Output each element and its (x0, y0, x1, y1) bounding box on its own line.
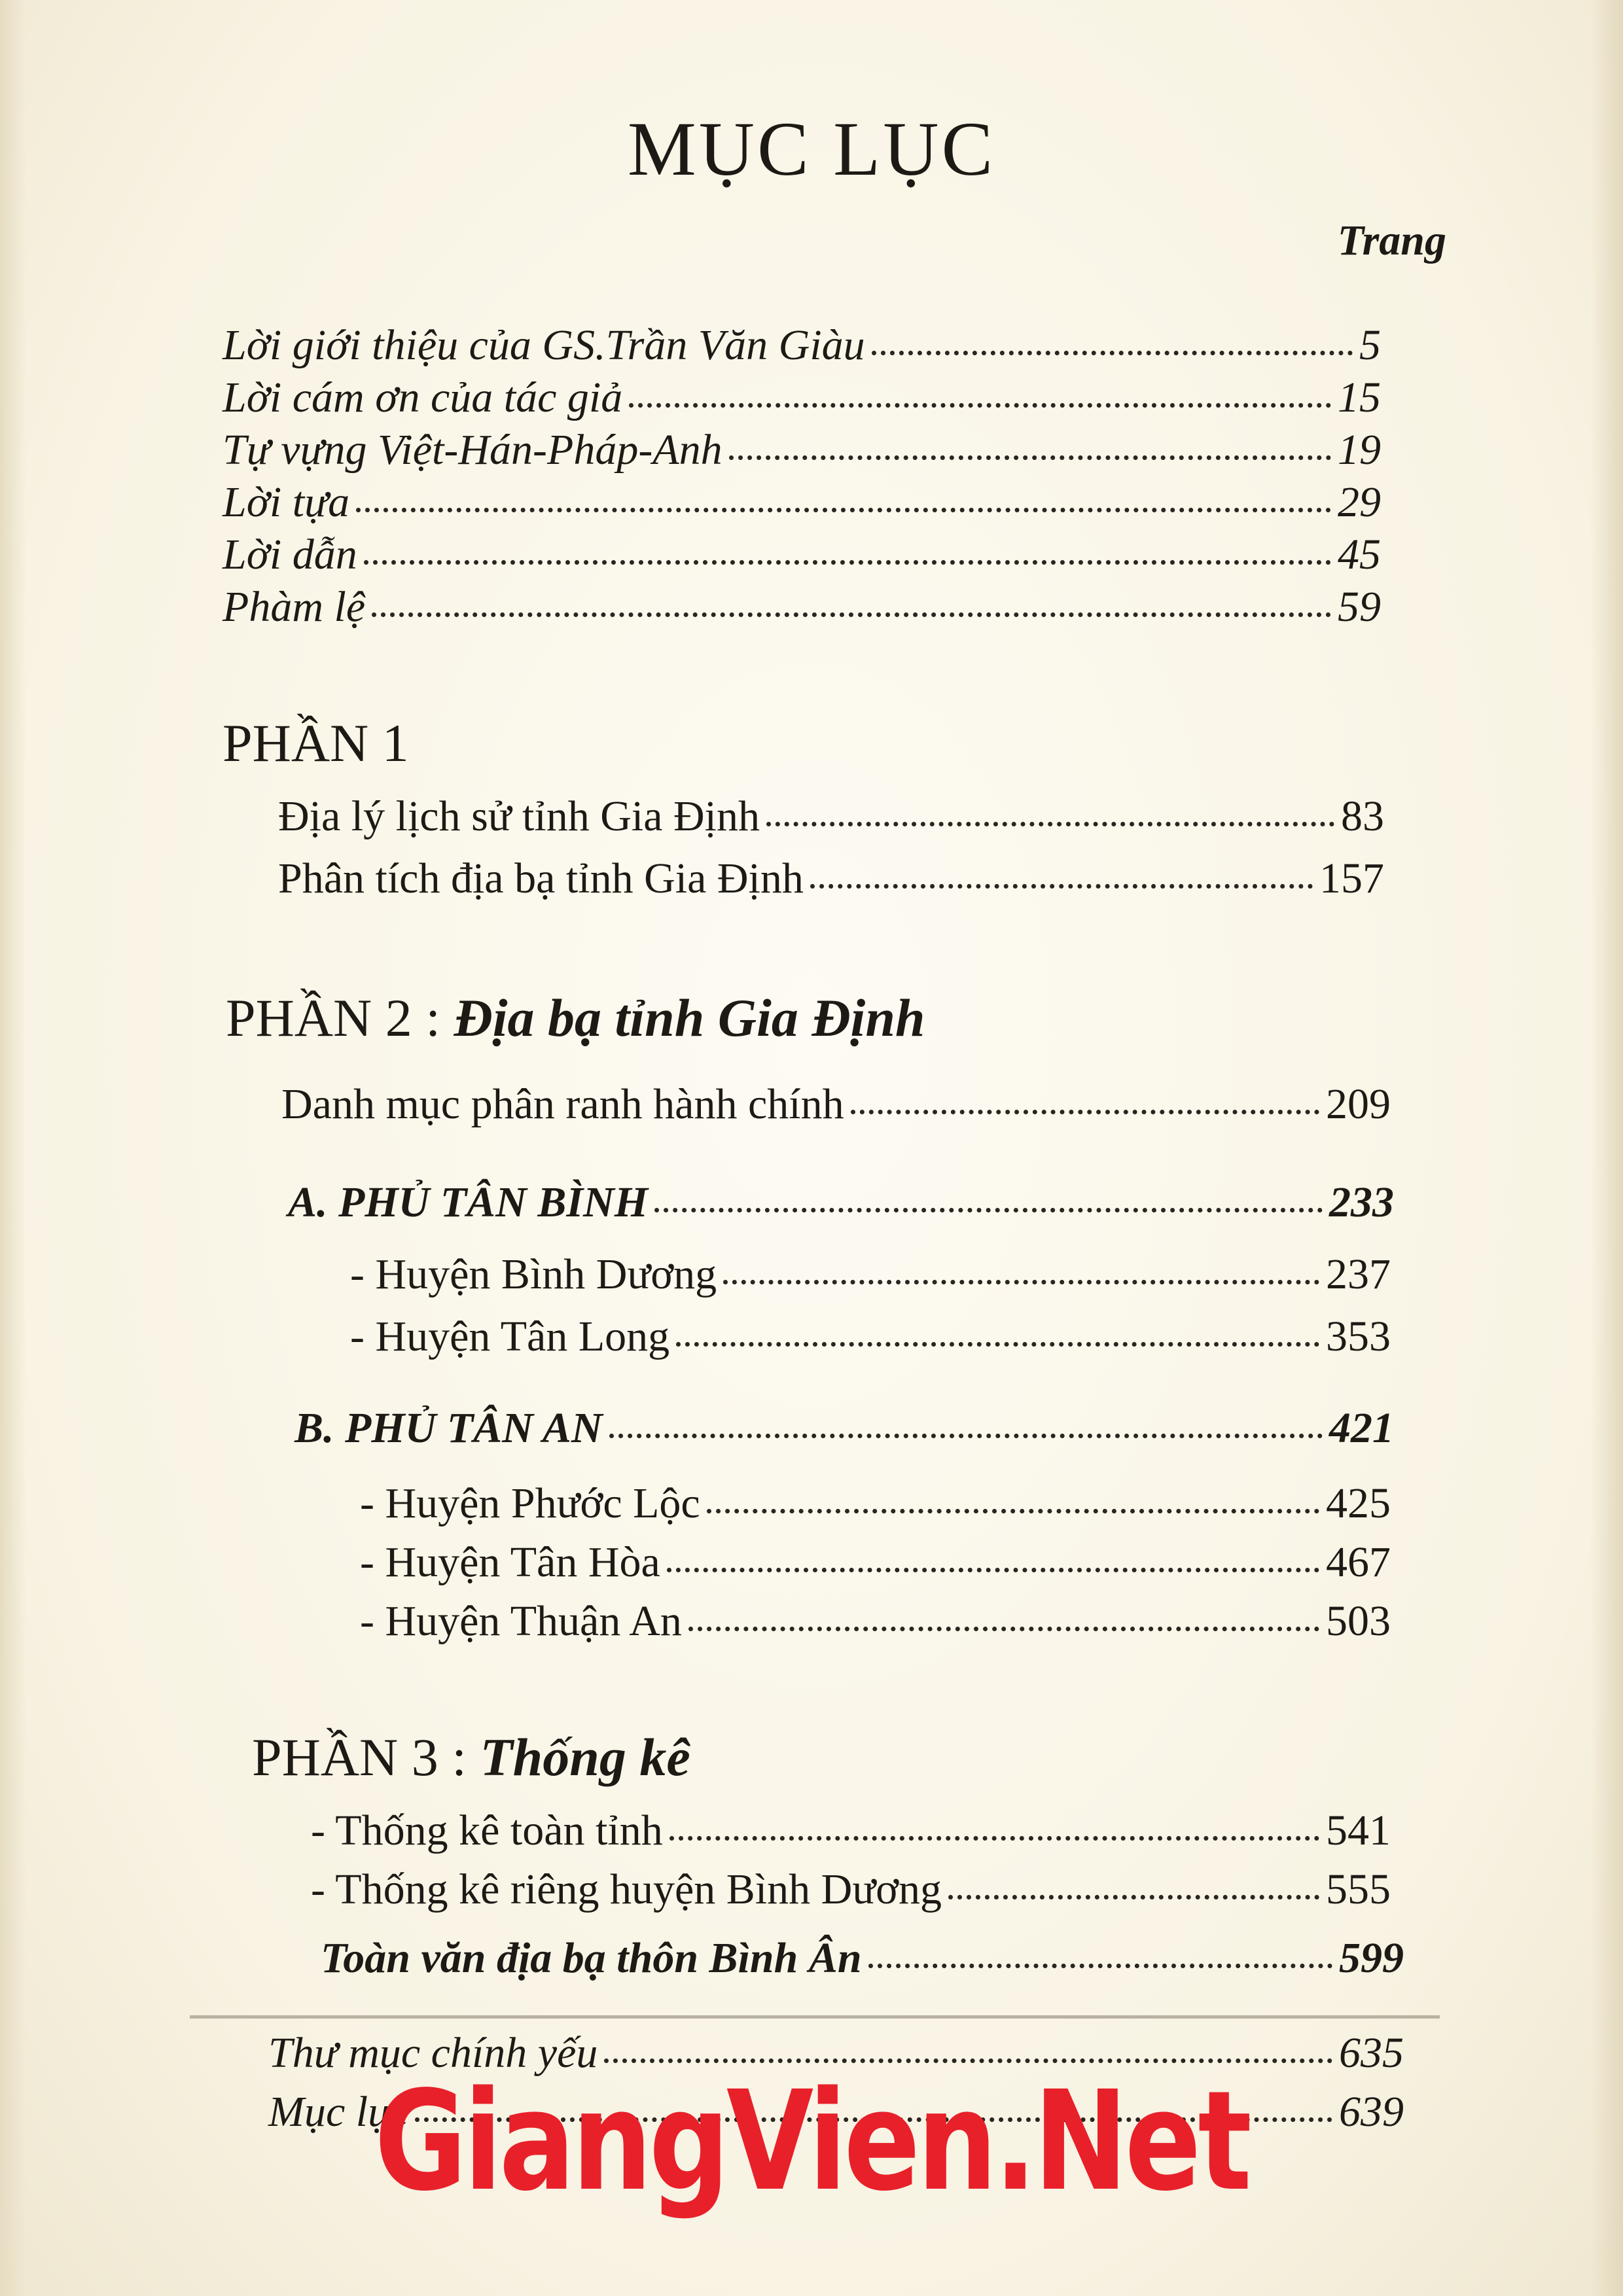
toc-entry[interactable] (350, 1315, 1391, 1358)
toc-entry-label: Lời dẫn (223, 531, 357, 578)
toc-entry[interactable] (311, 1865, 1391, 1913)
leader-dots (766, 822, 1334, 826)
toc-entry[interactable] (278, 857, 1384, 900)
toc-entry[interactable] (360, 1479, 1391, 1527)
page-edge-shadow-right (1590, 0, 1623, 2296)
toc-entry-label: Lời tựa (223, 478, 350, 526)
leader-dots (609, 1434, 1323, 1438)
leader-dots (723, 1280, 1319, 1284)
toc-entry-label: - Huyện Phước Lộc (360, 1479, 700, 1527)
leader-dots (688, 1627, 1319, 1631)
part-heading-label: PHẦN 3 : (252, 1727, 467, 1787)
toc-entry[interactable] (223, 321, 1381, 369)
toc-section-label: A. PHỦ TÂN BÌNH (288, 1178, 649, 1226)
toc-entry[interactable] (281, 1080, 1391, 1128)
toc-entry-page: 83 (1341, 792, 1384, 840)
toc-entry[interactable] (311, 1809, 1391, 1852)
toc-entry-page: 19 (1338, 426, 1381, 474)
toc-entry-page: 425 (1326, 1479, 1391, 1527)
toc-section-page: 233 (1329, 1178, 1394, 1226)
toc-entry-full-text[interactable] (321, 1934, 1404, 1982)
toc-entry[interactable] (360, 1597, 1391, 1645)
page-title: MỤC LỤC (627, 106, 996, 192)
toc-section-b[interactable] (294, 1404, 1394, 1452)
toc-entry-label: - Thống kê toàn tỉnh (311, 1807, 663, 1854)
toc-entry-label: Thư mục chính yếu (268, 2029, 598, 2077)
toc-entry-page: 59 (1338, 583, 1381, 631)
toc-entry-label: - Huyện Tân Long (350, 1313, 670, 1360)
leader-dots (948, 1895, 1319, 1899)
toc-entry-page: 467 (1326, 1538, 1391, 1586)
toc-entry-page: 599 (1339, 1934, 1404, 1982)
leader-dots (356, 508, 1331, 512)
toc-entry-page: 541 (1326, 1807, 1391, 1854)
toc-entry-label: Lời cám ơn của tác giả (223, 374, 623, 421)
toc-entry-page: 209 (1326, 1080, 1391, 1128)
toc-entry-label: Mục lục (268, 2088, 409, 2136)
toc-entry-page: 29 (1338, 478, 1381, 526)
toc-entry-page: 639 (1339, 2088, 1404, 2136)
toc-entry-label: Danh mục phân ranh hành chính (281, 1080, 844, 1128)
toc-entry-page: 635 (1339, 2029, 1404, 2077)
toc-entry-page: 5 (1359, 321, 1381, 369)
toc-entry-label: Lời giới thiệu của GS.Trần Văn Giàu (223, 321, 865, 369)
part-heading-label: PHẦN 2 : (226, 988, 441, 1048)
toc-entry-page: 555 (1326, 1865, 1391, 1913)
leader-dots (667, 1568, 1319, 1572)
toc-entry-page: 15 (1338, 374, 1381, 421)
toc-entry-label: - Thống kê riêng huyện Bình Dương (311, 1865, 942, 1913)
toc-entry-page: 503 (1326, 1597, 1391, 1645)
part-heading-subtitle: Địa bạ tỉnh Gia Định (454, 988, 925, 1048)
page-column-label: Trang (1337, 217, 1446, 264)
page-edge-shadow-left (0, 0, 26, 2296)
part-heading-subtitle: Thống kê (480, 1727, 690, 1787)
toc-entry-page: 157 (1319, 855, 1384, 902)
leader-dots (372, 612, 1331, 617)
part-heading-label: PHẦN 1 (223, 713, 409, 773)
toc-entry[interactable] (223, 533, 1381, 576)
leader-dots (676, 1342, 1319, 1347)
leader-dots (729, 455, 1331, 460)
toc-entry-label: - Huyện Tân Hòa (360, 1538, 660, 1586)
toc-section-page: 421 (1329, 1404, 1394, 1452)
toc-entry-label: - Huyện Thuận An (360, 1597, 682, 1645)
toc-entry[interactable] (278, 792, 1384, 840)
toc-entry-label: Phàm lệ (223, 583, 366, 631)
part-3-heading (252, 1727, 690, 1787)
toc-section-label: B. PHỦ TÂN AN (294, 1404, 603, 1452)
toc-entry[interactable] (350, 1250, 1391, 1298)
toc-entry-label: Toàn văn địa bạ thôn Bình Ân (321, 1934, 862, 1982)
toc-entry[interactable] (223, 376, 1381, 419)
toc-section-a[interactable] (288, 1178, 1394, 1226)
toc-entry-page: 45 (1338, 531, 1381, 578)
watermark-logo: GiangVien.Net (374, 2061, 1249, 2221)
leader-dots (707, 1509, 1319, 1513)
toc-entry-page: 237 (1326, 1250, 1391, 1298)
leader-dots (868, 1964, 1332, 1968)
leader-dots (872, 351, 1353, 355)
leader-dots (364, 560, 1331, 565)
divider-line (190, 2015, 1440, 2019)
part-1-heading (223, 713, 409, 773)
leader-dots (851, 1110, 1319, 1114)
part-2-heading (226, 988, 925, 1048)
toc-entry[interactable] (223, 426, 1381, 474)
toc-entry-label: Phân tích địa bạ tỉnh Gia Định (278, 855, 804, 902)
toc-entry[interactable] (223, 583, 1381, 631)
leader-dots (654, 1208, 1323, 1212)
leader-dots (669, 1836, 1319, 1841)
toc-entry[interactable] (360, 1538, 1391, 1586)
leader-dots (629, 403, 1331, 408)
toc-entry-label: - Huyện Bình Dương (350, 1250, 717, 1298)
toc-entry-label: Tự vựng Việt-Hán-Pháp-Anh (223, 426, 722, 474)
toc-entry-label: Địa lý lịch sử tỉnh Gia Định (278, 792, 760, 840)
toc-entry[interactable] (223, 478, 1381, 526)
toc-entry-page: 353 (1326, 1313, 1391, 1360)
leader-dots (810, 884, 1313, 889)
